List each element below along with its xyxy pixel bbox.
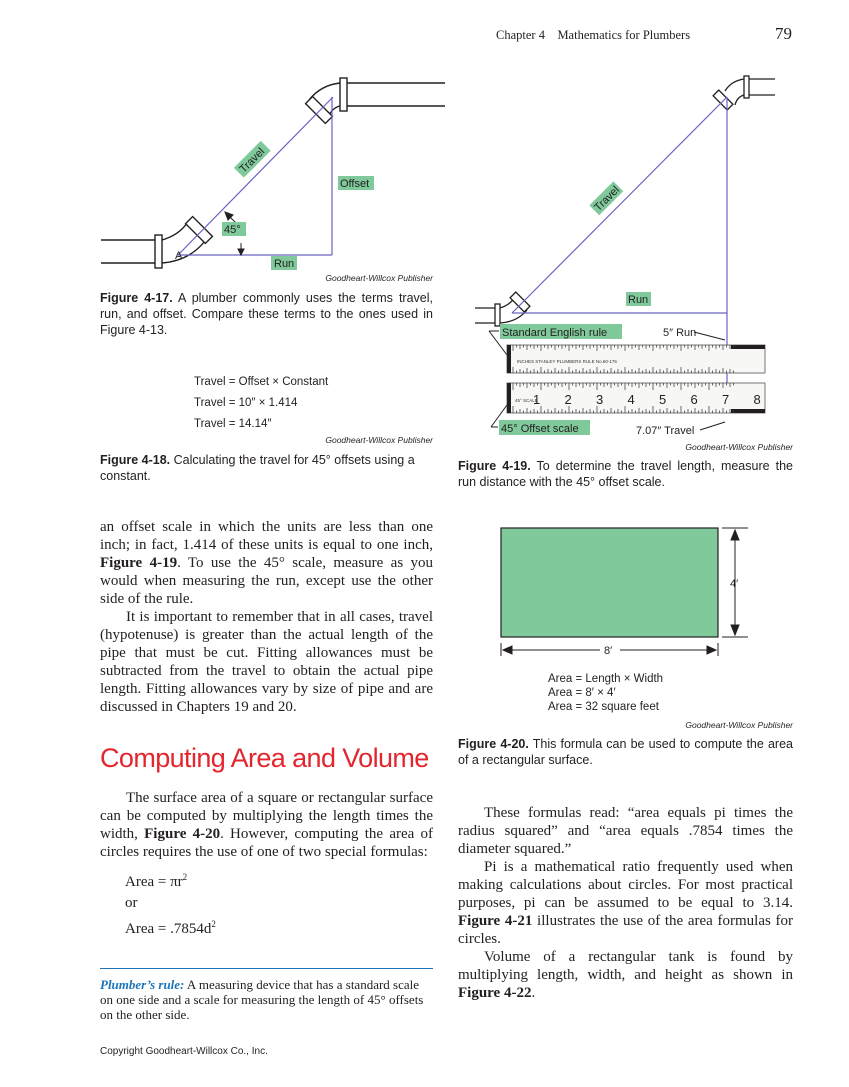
- offset-label: Offset: [340, 178, 370, 190]
- rule-number: 1: [533, 392, 541, 407]
- copyright-footer: Copyright Goodheart-Willcox Co., Inc.: [100, 1046, 268, 1057]
- angle-label: 45°: [224, 224, 241, 236]
- glossary-term: Plumber’s rule:: [100, 977, 185, 992]
- offset-scale-rule: [507, 383, 765, 413]
- formula-pi: Area = $\pi r^2$: [125, 872, 188, 890]
- figure-4-17-caption: [100, 290, 433, 338]
- figure-4-20-credit: Goodheart-Willcox Publisher: [685, 720, 793, 730]
- figure-4-19-caption-label: Figure 4-19.: [458, 459, 531, 473]
- paragraph: an offset scale in which the units are less than one inch; in fact, 1.414 of these units is equal to one inch, Figure 4-19. To use the 45° scale, measure as you would when measuring the run, except use the other side of the rule.: [100, 519, 434, 607]
- standard-rule-label: Standard English rule: [502, 327, 608, 339]
- figure-reference[interactable]: Figure 4-21: [458, 913, 533, 929]
- rectangle-area: [501, 528, 718, 637]
- width-label: 8′: [604, 645, 613, 657]
- figure-4-17-credit: Goodheart-Willcox Publisher: [325, 273, 433, 283]
- figure-reference[interactable]: Figure 4-19: [100, 555, 178, 571]
- figure-reference[interactable]: Figure 4-20: [144, 826, 221, 842]
- rule-number: 3: [596, 392, 604, 407]
- point-a-label: A: [175, 250, 183, 262]
- figure-reference[interactable]: Figure 4-22: [458, 985, 532, 1001]
- figure-4-20-caption-label: Figure 4-20.: [458, 737, 529, 751]
- formula-line: Area = Length × Width: [548, 673, 664, 685]
- rule-number: 5: [659, 392, 667, 407]
- left-body-continued: [100, 518, 433, 716]
- paragraph: It is important to remember that in all cases, travel (hypotenuse) is greater than the actual length of the pipe that must be cut. Fitting allowances must be subtracted from the travel to obtain the actual pipe length. Fitting allowances vary by size of pipe and are discussed in Chapters 19 and 20.: [100, 609, 433, 715]
- figure-4-19-caption-text: To determine the travel length, measure the run distance with the 45° offset scale.: [458, 459, 793, 489]
- figure-4-20-formula: [548, 672, 663, 714]
- figure-4-17-caption-text: A plumber commonly uses the terms travel, run, and offset. Compare these terms to the ones used in Figure 4-13.: [100, 291, 433, 337]
- figure-4-18-formula: [194, 372, 328, 435]
- run-measure-label: 5″ Run: [663, 327, 697, 339]
- rule-imprint: INCHES STANLEY PLUMBERS RULE No.60-176: [517, 359, 617, 364]
- paragraph: The surface area of a square or rectangular surface can be computed by multiplying the length times the width, Figure 4-20. However, computing the area of circles requires the use of one of two special formulas:: [100, 790, 433, 860]
- offset-scale-label: 45° Offset scale: [501, 423, 579, 435]
- pipe-fitting-top-right-icon: [306, 78, 445, 123]
- rule-number: 7: [722, 392, 730, 407]
- figure-4-17-diagram: [95, 65, 445, 280]
- pipe-fitting-bottom-left-icon: [475, 292, 530, 326]
- standard-english-rule: [507, 345, 765, 373]
- page-number: 79: [775, 24, 792, 43]
- section-heading: Computing Area and Volume: [100, 743, 429, 773]
- callout-arrow: [694, 332, 725, 340]
- figure-4-18-caption: [100, 452, 433, 484]
- formula-line: Area = 8′ × 4′: [548, 687, 616, 699]
- figure-4-20-caption: [458, 736, 793, 768]
- glossary-definition: A measuring device that has a standard scale on one side and a scale for measuring the length of 45° offsets on the other side.: [100, 977, 424, 1022]
- travel-run-offset-triangle: [178, 97, 333, 255]
- rule-number: 6: [690, 392, 698, 407]
- figure-4-17-caption-label: Figure 4-17.: [100, 291, 173, 305]
- height-label: 4′: [730, 578, 739, 590]
- figure-4-18-caption-label: Figure 4-18.: [100, 453, 171, 467]
- left-body-area: [100, 789, 433, 940]
- travel-measure-label: 7.07″ Travel: [636, 425, 695, 437]
- glossary-term-box: [100, 968, 433, 1022]
- rule-prefix: 45° SCALE: [515, 398, 538, 403]
- callout-arrow: [700, 422, 725, 430]
- figure-4-20-diagram: [490, 520, 760, 660]
- pipe-fitting-bottom-left-icon: [101, 217, 212, 268]
- paragraph: Pi is a mathematical ratio frequently used when making calculations about circles. For most practical purposes, pi can be assumed to be equal to 3.14. Figure 4-21 illustrates the use of the area formulas for circles.: [458, 859, 793, 947]
- figure-4-18-caption-text: Calculating the travel for 45° offsets using a constant.: [100, 453, 415, 483]
- figure-4-19-credit: Goodheart-Willcox Publisher: [685, 442, 793, 452]
- formula-line: Travel = 14.14″: [194, 418, 272, 430]
- formula-line: Travel = 10″ × 1.414: [194, 397, 298, 409]
- travel-label: Travel: [592, 184, 622, 214]
- rule-number: 4: [627, 392, 635, 407]
- run-label: Run: [628, 294, 649, 306]
- running-head: Chapter 4 Mathematics for Plumbers: [496, 28, 691, 42]
- run-label: Run: [274, 258, 295, 270]
- figure-4-19-caption: [458, 458, 793, 490]
- paragraph: Volume of a rectangular tank is found by multiplying length, width, and height as shown in Figure 4-22.: [458, 949, 793, 1001]
- formula-line: Travel = Offset × Constant: [194, 376, 329, 388]
- rule-number: 8: [753, 392, 761, 407]
- right-body: [458, 804, 793, 1002]
- circle-area-formulas: [100, 867, 433, 940]
- figure-4-20-caption-text: This formula can be used to compute the area of a rectangular surface.: [458, 737, 793, 767]
- paragraph: These formulas read: “area equals pi times the radius squared” and “area equals .7854 times the diameter squared.”: [458, 805, 793, 857]
- rule-number: 2: [564, 392, 572, 407]
- travel-label: Travel: [237, 145, 268, 176]
- figure-4-19-diagram: [455, 65, 800, 440]
- formula-line: Area = 32 square feet: [548, 701, 659, 713]
- pipe-fitting-top-right-icon: [713, 76, 775, 110]
- formula-diameter: Area = $.7854d^2$: [125, 919, 216, 937]
- formula-or: or: [125, 895, 138, 911]
- figure-4-18-credit: Goodheart-Willcox Publisher: [325, 435, 433, 445]
